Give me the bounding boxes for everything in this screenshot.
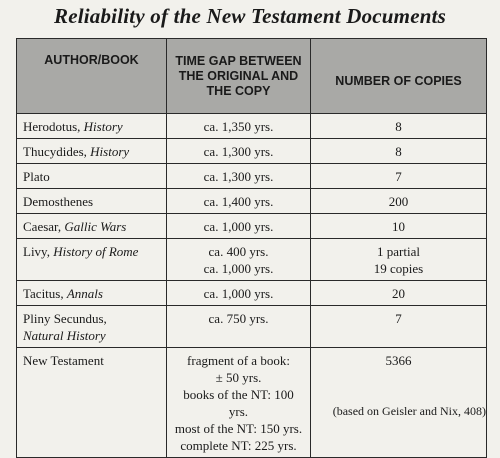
table-row [17, 114, 487, 139]
reliability-table [16, 38, 487, 458]
time-gap-cell [167, 239, 311, 281]
copies-value: 7 [395, 169, 402, 184]
work-title: History [90, 144, 130, 159]
header-author-book: AUTHOR/BOOK [17, 39, 167, 114]
document-title: Reliability of the New Testament Documents [53, 4, 447, 28]
copies-cell [311, 306, 487, 348]
copies-value: 10 [392, 219, 405, 234]
time-gap-value: ca. 1,000 yrs. [203, 219, 274, 234]
time-gap-value: ca. 1,350 yrs. [203, 119, 274, 134]
work-title: Annals [66, 286, 103, 301]
work-title: History of Rome [53, 244, 139, 259]
author-name: Caesar, [23, 219, 62, 234]
copies-cell [311, 348, 487, 458]
time-gap-value: ca. 1,000 yrs. [203, 261, 274, 276]
copies-value: 200 [388, 194, 409, 209]
time-gap-value: ca. 750 yrs. [208, 311, 269, 326]
time-gap-cell [167, 189, 311, 214]
header-number-of-copies: NUMBER OF COPIES [311, 39, 487, 114]
header-time-gap: TIME GAP BETWEEN THE ORIGINAL AND THE COPY [167, 39, 311, 114]
copies-cell [311, 139, 487, 164]
time-gap-value: ca. 1,300 yrs. [203, 169, 274, 184]
time-gap-cell [167, 306, 311, 348]
work-title: Natural History [23, 328, 106, 343]
author-name: Pliny Secundus, [23, 311, 107, 326]
time-gap-cell [167, 114, 311, 139]
copies-value: 1 partial [377, 244, 420, 259]
copies-value: 19 copies [373, 261, 424, 276]
author-book-cell [17, 306, 167, 348]
source-citation: (based on Geisler and Nix, 408) [332, 404, 486, 418]
time-gap-value: books of the NT: 100 yrs. [183, 387, 294, 419]
author-name: New Testament [23, 353, 104, 368]
copies-cell [311, 164, 487, 189]
author-book-cell [17, 164, 167, 189]
author-name: Plato [23, 169, 50, 184]
work-title: Gallic Wars [64, 219, 127, 234]
author-name: Livy, [23, 244, 50, 259]
time-gap-cell [167, 281, 311, 306]
table-row [17, 189, 487, 214]
table-row [17, 139, 487, 164]
author-book-cell [17, 281, 167, 306]
time-gap-value: most of the NT: 150 yrs. [174, 421, 303, 436]
author-name: Demosthenes [23, 194, 94, 209]
time-gap-value: complete NT: 225 yrs. [180, 438, 297, 453]
copies-cell [311, 114, 487, 139]
copies-value: 8 [395, 119, 402, 134]
table-row [17, 164, 487, 189]
author-name: Herodotus, [23, 119, 81, 134]
copies-value: 20 [392, 286, 405, 301]
time-gap-cell [167, 164, 311, 189]
copies-value: 7 [395, 311, 402, 326]
time-gap-value: ± 50 yrs. [215, 370, 262, 385]
table-row [17, 306, 487, 348]
table-row [17, 214, 487, 239]
copies-cell [311, 281, 487, 306]
author-book-cell [17, 348, 167, 458]
author-name: Thucydides, [23, 144, 87, 159]
copies-value: 5366 [385, 353, 412, 368]
copies-cell [311, 239, 487, 281]
copies-cell [311, 189, 487, 214]
table-row [17, 348, 487, 458]
author-book-cell [17, 114, 167, 139]
author-book-cell [17, 139, 167, 164]
author-book-cell [17, 214, 167, 239]
table-row [17, 239, 487, 281]
time-gap-value: ca. 1,400 yrs. [203, 194, 274, 209]
author-book-cell [17, 239, 167, 281]
time-gap-cell [167, 139, 311, 164]
time-gap-value: fragment of a book: [187, 353, 290, 368]
author-book-cell [17, 189, 167, 214]
table-row [17, 281, 487, 306]
time-gap-cell [167, 348, 311, 458]
copies-value: 8 [395, 144, 402, 159]
time-gap-value: ca. 400 yrs. [208, 244, 269, 259]
copies-cell [311, 214, 487, 239]
table-header-row [17, 39, 487, 114]
time-gap-value: ca. 1,000 yrs. [203, 286, 274, 301]
time-gap-value: ca. 1,300 yrs. [203, 144, 274, 159]
work-title: History [83, 119, 123, 134]
time-gap-cell [167, 214, 311, 239]
author-name: Tacitus, [23, 286, 64, 301]
